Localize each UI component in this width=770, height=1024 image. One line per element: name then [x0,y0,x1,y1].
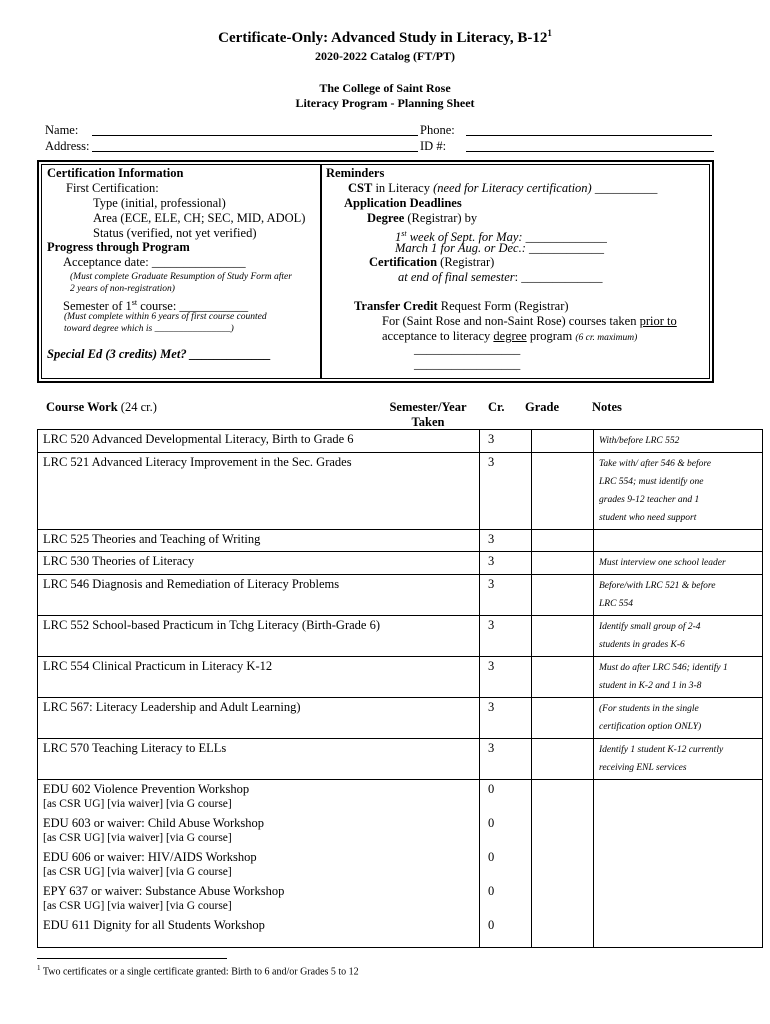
course-name: LRC 525 Theories and Teaching of Writing [38,530,480,552]
footnote [37,964,359,977]
workshop-grade-cell[interactable] [532,916,594,948]
accept-post: program [526,329,576,343]
first-semester-sup: st [131,298,138,307]
course-note-line: LRC 554; must identify one [599,477,704,487]
within-note-2: toward degree which is ________________) [64,324,234,334]
march-deadline: March 1 for Aug. or Dec.: ____________ [395,241,605,255]
course-credits: 3 [480,657,532,698]
course-credits: 3 [480,575,532,616]
resumption-note-2: 2 years of non-registration) [70,284,175,294]
course-note-line: LRC 554 [599,599,634,609]
course-name: LRC 554 Clinical Practicum in Literacy K-12 [38,657,480,698]
course-note-line: Before/with LRC 521 & before [599,581,716,591]
degree-rest: (Registrar) by [404,211,478,225]
course-note-line: With/before LRC 552 [599,436,680,446]
course-row [38,575,763,616]
workshop-cell [38,848,480,882]
course-table [37,429,763,948]
course-credits: 3 [480,453,532,530]
cst-label: CST [348,181,373,195]
workshop-notes-cell [594,780,763,815]
final-blank: : _____________ [514,270,603,284]
workshop-row [38,780,763,815]
degree-line [367,211,477,226]
for-underlined: prior to [639,314,677,328]
phone-label: Phone: [420,123,455,137]
certification-line [369,255,494,270]
transfer-rest: Request Form (Registrar) [437,299,569,313]
col-taken-label: Taken [411,415,445,429]
workshop-row [38,814,763,848]
workshop-name: EDU 603 or waiver: Child Abuse Workshop [43,816,264,830]
workshop-credits: 0 [480,882,532,916]
course-credits: 3 [480,552,532,575]
cert-area: Area (ECE, ELE, CH; SEC, MID, ADOL) [93,211,306,225]
cst-note: (need for Literacy certification) [433,181,592,195]
id-label: ID #: [420,139,447,153]
workshop-options: [as CSR UG] [via waiver] [via G course] [43,900,232,912]
workshop-cell [38,780,480,815]
course-note-line: student in K-2 and 1 in 3-8 [599,681,702,691]
course-grade-cell[interactable] [532,698,594,739]
sped-met[interactable]: Special Ed (3 credits) Met? _____________ [47,347,271,361]
for-pre: For (Saint Rose and non-Saint Rose) courses taken [382,314,640,328]
course-note-line: Identify 1 student K-12 currently [599,745,724,755]
cst-rest: in Literacy [372,181,434,195]
col-semester-header [383,400,473,430]
course-note-line: receiving ENL services [599,763,687,773]
workshop-name: EDU 611 Dignity for all Students Workshop [43,918,265,932]
workshop-credits: 0 [480,780,532,815]
accept-underlined: degree [493,329,527,343]
col-notes-header: Notes [592,400,622,414]
transfer-for-line [382,314,677,329]
within-note-1: (Must complete within 6 years of first course counted [64,312,267,322]
course-notes [594,657,763,698]
phone-field[interactable] [466,135,712,136]
workshop-cell [38,814,480,848]
coursework-heading-bold: Course Work [46,400,118,414]
first-cert: First Certification: [66,181,159,195]
course-row [38,698,763,739]
address-label: Address: [45,139,90,153]
workshop-row [38,882,763,916]
workshop-notes-cell [594,916,763,948]
footnote-text: Two certificates or a single certificate granted: Birth to 6 and/or Grades 5 to 12 [40,966,359,978]
course-name: LRC 521 Advanced Literacy Improvement in the Sec. Grades [38,453,480,530]
course-table-body [38,430,763,948]
course-notes [594,698,763,739]
workshop-credits: 0 [480,814,532,848]
col-grade-header: Grade [525,400,560,414]
course-name: LRC 552 School-based Practicum in Tchg Literacy (Birth-Grade 6) [38,616,480,657]
course-name: LRC 530 Theories of Literacy [38,552,480,575]
course-credits: 3 [480,530,532,552]
workshop-name: EDU 606 or waiver: HIV/AIDS Workshop [43,850,257,864]
course-grade-cell[interactable] [532,739,594,780]
course-notes [594,453,763,530]
page-title [0,28,770,47]
course-row [38,616,763,657]
final-semester: at end of final semester [398,270,515,284]
course-name: LRC 570 Teaching Literacy to ELLs [38,739,480,780]
course-notes [594,739,763,780]
info-box-divider [320,165,322,378]
app-deadlines-heading: Application Deadlines [344,196,462,210]
course-name: LRC 546 Diagnosis and Remediation of Literacy Problems [38,575,480,616]
cert-heading: Certification Information [47,166,184,180]
reminders-heading: Reminders [326,166,385,180]
workshop-grade-cell[interactable] [532,814,594,848]
course-credits: 3 [480,430,532,453]
sept-pre: 1 [395,230,402,245]
course-note-line: Must interview one school leader [599,558,726,568]
workshop-grade-cell[interactable] [532,848,594,882]
course-credits: 3 [480,739,532,780]
course-row [38,453,763,530]
workshop-name: EPY 637 or waiver: Substance Abuse Workshop [43,884,285,898]
cst-blank: __________ [591,181,658,195]
course-notes [594,430,763,453]
course-notes [594,616,763,657]
address-field[interactable] [92,151,418,152]
first-semester-text: Semester of 1 [63,299,132,314]
course-note-line: students in grades K-6 [599,640,685,650]
course-grade-cell[interactable] [532,657,594,698]
workshop-notes-cell [594,814,763,848]
id-field[interactable] [466,151,714,152]
course-grade-cell[interactable] [532,453,594,530]
course-credits: 3 [480,698,532,739]
workshop-grade-cell[interactable] [532,780,594,815]
workshop-options: [as CSR UG] [via waiver] [via G course] [43,798,232,810]
transfer-line [354,299,569,314]
progress-heading: Progress through Program [47,240,190,254]
course-notes [594,552,763,575]
col-semester-label: Semester/Year [389,400,467,414]
footnote-mark: 1 [37,964,41,972]
coursework-heading-rest: (24 cr.) [117,400,157,414]
course-note-line: Must do after LRC 546; identify 1 [599,663,728,673]
degree-label: Degree [367,211,405,225]
workshop-notes-cell [594,882,763,916]
sheet-title: Literacy Program - Planning Sheet [295,96,475,110]
sept-sup: st [401,229,407,238]
course-note-line: student who need support [599,513,697,523]
course-grade-cell[interactable] [532,552,594,575]
course-note-line: grades 9-12 teacher and 1 [599,495,700,505]
workshop-cell [38,916,480,948]
catalog-line: 2020-2022 Catalog (FT/PT) [315,49,455,63]
course-note-line: Identify small group of 2-4 [599,622,701,632]
workshop-credits: 0 [480,916,532,948]
accept-max: (6 cr. maximum) [575,333,638,343]
transfer-label: Transfer Credit [354,299,438,313]
course-row [38,657,763,698]
workshop-row [38,916,763,948]
course-credits: 3 [480,616,532,657]
transfer-blank-2[interactable]: _________________ [414,357,521,371]
transfer-blank-1[interactable]: _________________ [414,342,521,356]
course-row [38,552,763,575]
course-notes [594,530,763,552]
footnote-rule [37,958,227,959]
course-row [38,430,763,453]
workshop-grade-cell[interactable] [532,882,594,916]
workshop-cell [38,882,480,916]
course-note-line: Take with/ after 546 & before [599,459,711,469]
course-notes [594,575,763,616]
workshop-options: [as CSR UG] [via waiver] [via G course] [43,866,232,878]
workshop-name: EDU 602 Violence Prevention Workshop [43,782,250,796]
accept-pre: acceptance to literacy [382,329,494,343]
workshop-notes-cell [594,848,763,882]
course-grade-cell[interactable] [532,575,594,616]
info-box-inner [41,164,710,379]
cert-type: Type (initial, professional) [93,196,226,210]
course-grade-cell[interactable] [532,430,594,453]
name-field[interactable] [92,135,418,136]
cst-line [348,181,657,196]
course-note-line: certification option ONLY) [599,722,702,732]
college-name: The College of Saint Rose [319,81,451,95]
first-semester-blank: course: ___________ [137,299,249,314]
final-semester-line [398,270,603,285]
workshop-row [38,848,763,882]
course-row [38,530,763,552]
acceptance-date[interactable]: Acceptance date: _______________ [63,255,246,269]
course-row [38,739,763,780]
course-grade-cell[interactable] [532,530,594,552]
course-note-line: (For students in the single [599,704,699,714]
course-name: LRC 567: Literacy Leadership and Adult Learning) [38,698,480,739]
title-footnote-mark: 1 [547,28,552,38]
resumption-note-1: (Must complete Graduate Resumption of Study Form after [70,272,292,282]
name-label: Name: [45,123,79,137]
title-text: Certificate-Only: Advanced Study in Literacy, B-12 [218,30,548,46]
cert-status: Status (verified, not yet verified) [93,226,257,240]
workshop-options: [as CSR UG] [via waiver] [via G course] [43,832,232,844]
certification-rest: (Registrar) [437,255,495,269]
course-name: LRC 520 Advanced Developmental Literacy, Birth to Grade 6 [38,430,480,453]
certification-label: Certification [369,255,438,269]
info-box [37,160,714,383]
col-cr-header: Cr. [488,400,505,414]
course-grade-cell[interactable] [532,616,594,657]
sept-post: week of Sept. for May: _____________ [406,230,607,245]
coursework-heading [46,400,157,415]
workshop-credits: 0 [480,848,532,882]
